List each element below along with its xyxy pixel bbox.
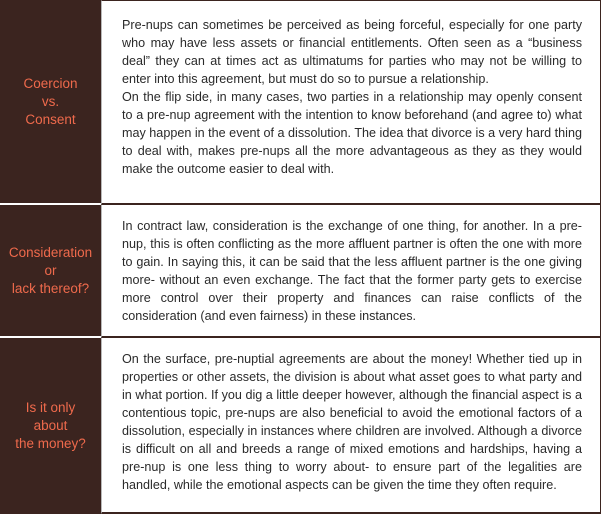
row-label: Is it only about the money? <box>15 400 86 451</box>
row-content-cell <box>101 338 601 514</box>
row-label-cell <box>0 338 101 514</box>
content-paragraph: On the surface, pre-nuptial agreements are about the money! Whether tied up in properties or other assets, the division is about what asset goes to what party and in what portion. If you dig a little deeper however, although the financial aspect is a contentious topic, pre-nups are also beneficial to avoid the emotional factors of a dissolution, especially in instances where children are involved. Although a divorce is difficult on all and breeds a range of mixed emotions and hardships, having a pre-nup is one less thing to worry about- to ensure part of the legalities are handled, while the emotional aspects can be given the time they often require. <box>122 352 582 492</box>
content-paragraph: Pre-nups can sometimes be perceived as being forceful, especially for one party who may have less assets or financial entitlements. Often seen as a “business deal” they can at times act as ultimatums for parties who may not be willing to enter into this agreement, but must do so to pursue a relationship. <box>122 18 582 86</box>
content-paragraph: In contract law, consideration is the exchange of one thing, for another. In a pre-nup, this is often conflicting as the more affluent partner is often the one with more to gain. In saying this, it can be said that the less affluent partner is the one giving more- without an even exchange. The fact that the former party gets to exercise more control over their property and finances can raise conflicts of the consideration (and even fairness) in these instances. <box>122 219 582 323</box>
row-label-cell <box>0 0 101 205</box>
row-label-cell <box>0 205 101 338</box>
row-content-cell <box>101 205 601 338</box>
row-content-cell <box>101 0 601 205</box>
row-label: Coercion vs. Consent <box>23 75 78 127</box>
content-paragraph: On the flip side, in many cases, two parties in a relationship may openly consent to a pre-nup agreement with the intention to know beforehand (and agree to) what may happen in the event of a dissolution. The idea that divorce is a very hard thing to deal with, makes pre-nups all the more advantageous as they as they would make the outcome easier to deal with. <box>122 90 582 176</box>
row-label: Consideration or lack thereof? <box>8 244 93 296</box>
